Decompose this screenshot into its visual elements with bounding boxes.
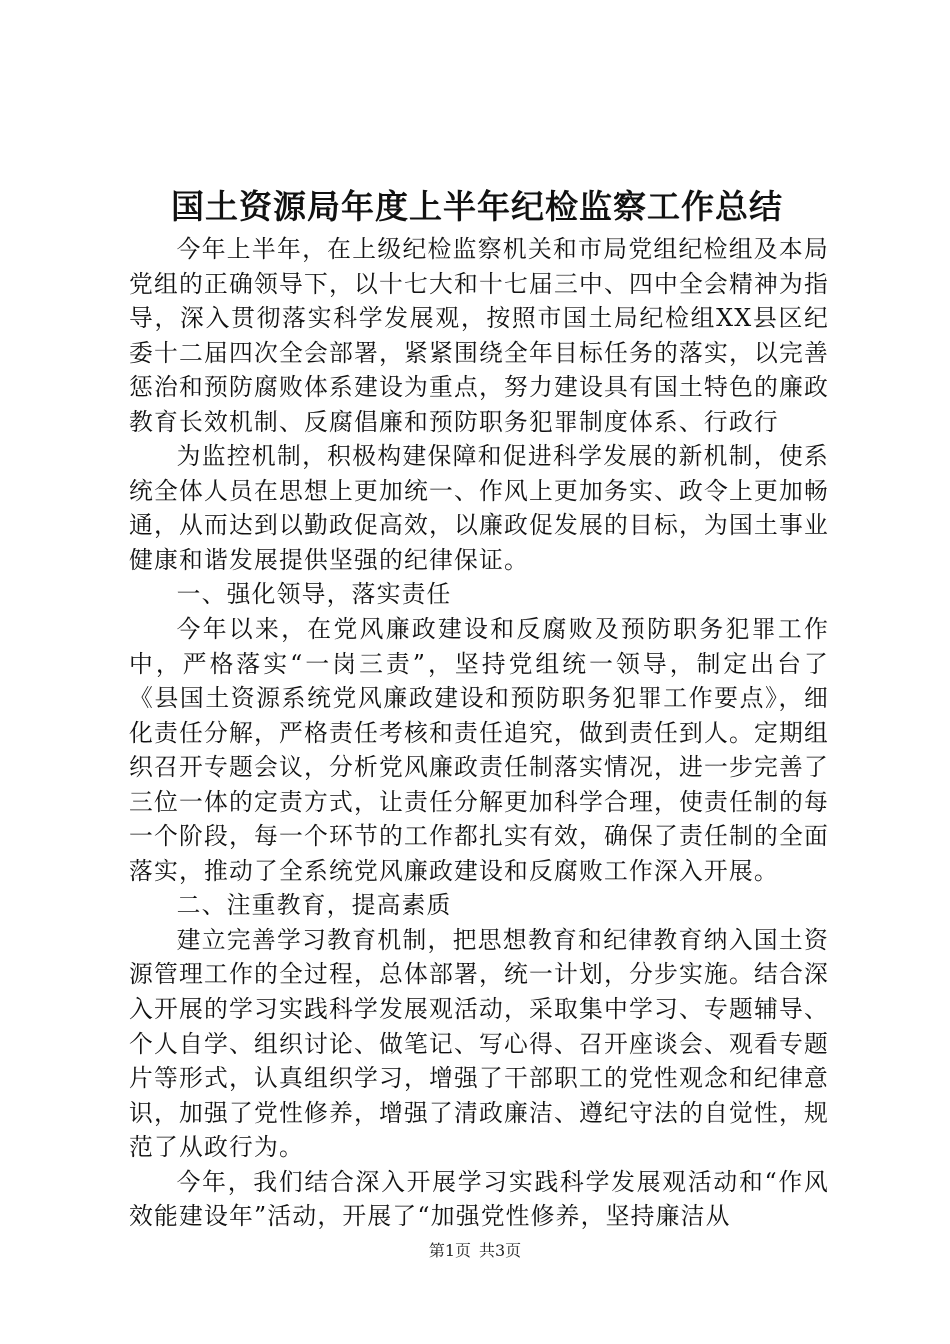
paragraph-section-1: 今年以来，在党风廉政建设和反腐败及预防职务犯罪工作中，严格落实“一岗三责”，坚持党组统一领导，制定出台了《县国土资源系统党风廉政建设和预防职务犯罪工作要点》，细化责任分解，严格责任考核和责任追究，做到责任到人。定期组织召开专题会议，分析党风廉政责任制落实情况，进一步完善了三位一体的定责方式，让责任分解更加科学合理，使责任制的每一个阶段，每一个环节的工作都扎实有效，确保了责任制的全面落实，推动了全系统党风廉政建设和反腐败工作深入开展。 [129, 615, 829, 885]
paragraph-section-2: 建立完善学习教育机制，把思想教育和纪律教育纳入国土资源管理工作的全过程，总体部署，统一计划，分步实施。结合深入开展的学习实践科学发展观活动，采取集中学习、专题辅导、个人自学、组织讨论、做笔记、写心得、召开座谈会、观看专题片等形式，认真组织学习，增强了干部职工的党性观念和纪律意识，加强了党性修养，增强了清政廉洁、遵纪守法的自觉性，规范了从政行为。 [129, 925, 829, 1162]
page-footer [0, 1240, 950, 1262]
document-body [129, 232, 829, 1234]
section-heading-1: 一、强化领导，落实责任 [176, 580, 452, 609]
paragraph-intro: 今年上半年，在上级纪检监察机关和市局党组纪检组及本局党组的正确领导下，以十七大和十七届三中、四中全会精神为指导，深入贯彻落实科学发展观，按照市国土局纪检组XX县区纪委十二届四次全会部署，紧紧围绕全年目标任务的落实，以完善惩治和预防腐败体系建设为重点，努力建设具有国土特色的廉政教育长效机制、反腐倡廉和预防职务犯罪制度体系、行政行 [129, 235, 829, 436]
paragraph-section-2-continued: 今年，我们结合深入开展学习实践科学发展观活动和“作风效能建设年”活动，开展了“加强党性修养，坚持廉洁从 [129, 1167, 829, 1231]
section-heading-2: 二、注重教育，提高素质 [176, 891, 452, 920]
page-total: 共3页 [479, 1241, 522, 1260]
document-title: 国土资源局年度上半年纪检监察工作总结 [171, 187, 783, 226]
paragraph-intro-continued: 为监控机制，积极构建保障和促进科学发展的新机制，使系统全体人员在思想上更加统一、作风上更加务实、政令上更加畅通，从而达到以勤政促高效，以廉政促发展的目标，为国土事业健康和谐发展提供坚强的纪律保证。 [129, 442, 829, 574]
page-number: 第1页 [428, 1241, 471, 1260]
